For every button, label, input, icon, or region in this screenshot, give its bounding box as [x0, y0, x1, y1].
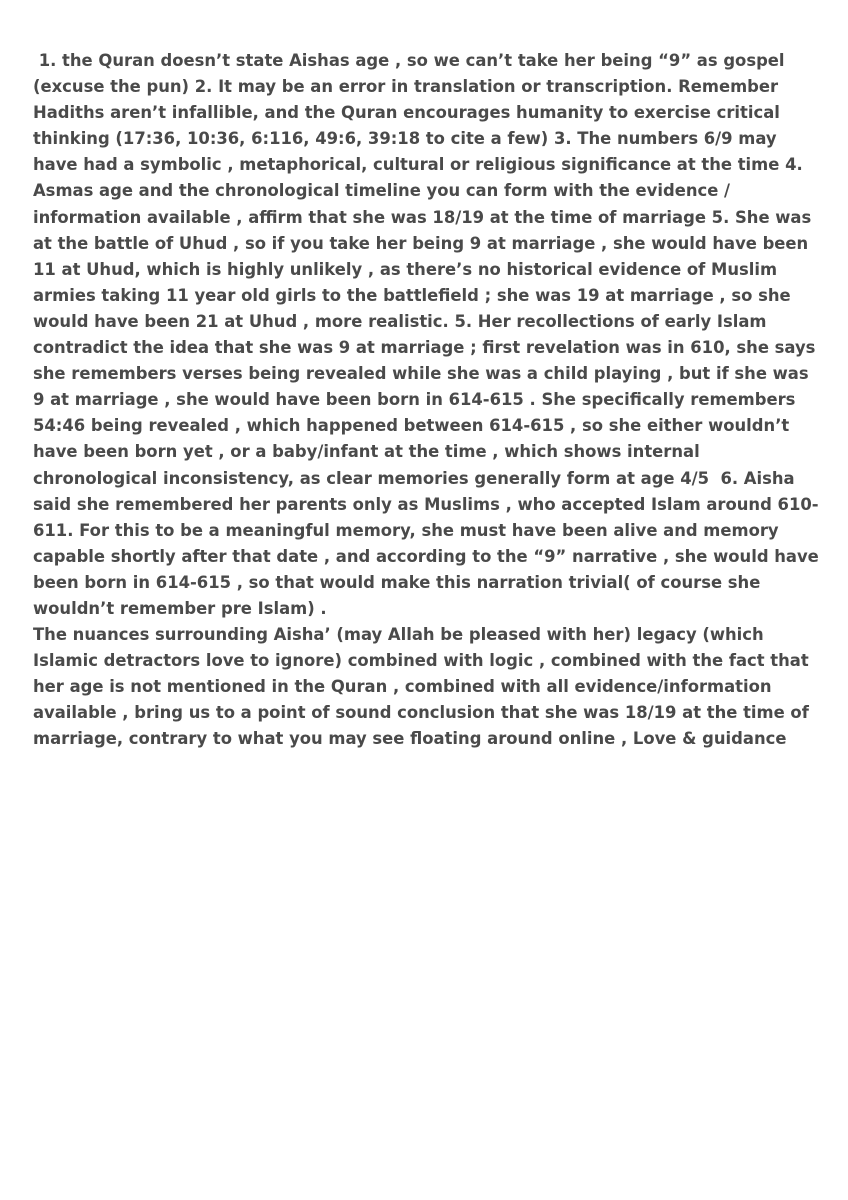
note-body: [33, 48, 823, 753]
note-paragraph-1: 1. the Quran doesn’t state Aishas age , so we can’t take her being “9” as gospel (excuse the pun) 2. It may be an error in translation or transcription. Remember Hadiths aren’t infallible, and the Quran encourages humanity to exercise critical thinking (17:36, 10:36, 6:116, 49:6, 39:18 to cite a few) 3. The numbers 6/9 may have had a symbolic , metaphorical, cultural or religious significance at the time 4. Asmas age and the chronological timeline you can form with the evidence / information available , affirm that she was 18/19 at the time of marriage 5. She was at the battle of Uhud , so if you take her being 9 at marriage , she would have been 11 at Uhud, which is highly unlikely , as there’s no historical evidence of Muslim armies taking 11 year old girls to the battlefield ; she was 19 at marriage , so she would have been 21 at Uhud , more realistic. 5. Her recollections of early Islam contradict the idea that she was 9 at marriage ; first revelation was in 610, she says she remembers verses being revealed while she was a child playing , but if she was 9 at marriage , she would have been born in 614-615 . She specifically remembers 54:46 being revealed , which happened between 614-615 , so she either wouldn’t have been born yet , or a baby/infant at the time , which shows internal chronological inconsistency, as clear memories generally form at age 4/5 6. Aisha said she remembered her parents only as Muslims , who accepted Islam around 610-611. For this to be a meaningful memory, she must have been alive and memory capable shortly after that date , and according to the “9” narrative , she would have been born in 614-615 , so that would make this narration trivial( of course she wouldn’t remember pre Islam) .: [33, 51, 825, 618]
note-paragraph-2: The nuances surrounding Aisha’ (may Allah be pleased with her) legacy (which Islamic detractors love to ignore) combined with logic , combined with the fact that her age is not mentioned in the Quran , combined with all evidence/information available , bring us to a point of sound conclusion that she was 18/19 at the time of marriage, contrary to what you may see floating around online , Love & guidance: [33, 625, 815, 749]
